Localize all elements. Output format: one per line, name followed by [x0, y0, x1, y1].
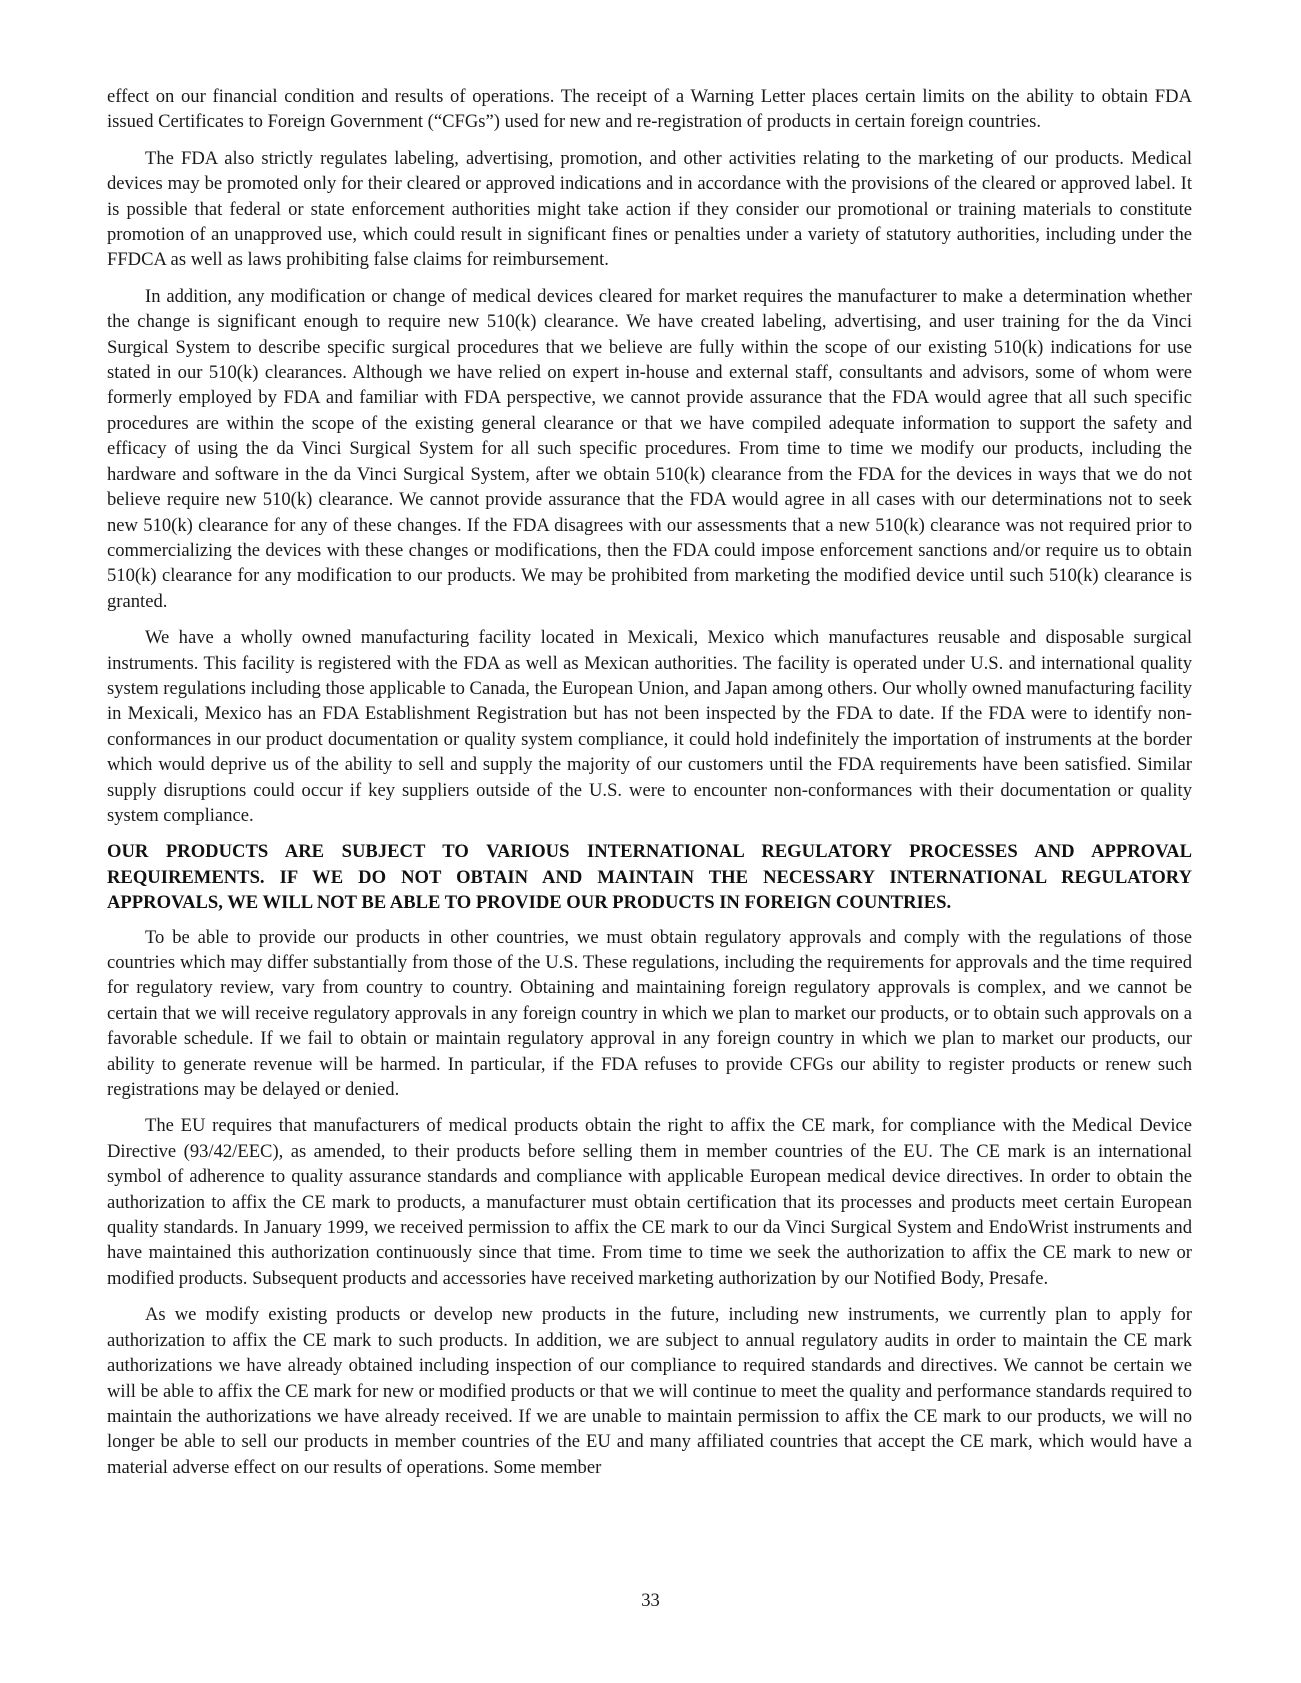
- paragraph-warning-letter: effect on our financial condition and results of operations. The receipt of a Warning Letter places certain limits on the ability to obtain FDA issued Certificates to Foreign Government (“CFGs”) used for new and re-registration of products in certain foreign countries.: [107, 86, 1192, 133]
- paragraph-510k-clearance: In addition, any modification or change of medical devices cleared for market requires the manufacturer to make a determination whether the change is significant enough to require new 510(k) clearance. We have created labeling, advertising, and user training for the da Vinci Surgical System to describe specific surgical procedures that we believe are fully within the scope of our existing 510(k) indications for use stated in our 510(k) clearances. Although we have relied on expert in-house and external staff, consultants and advisors, some of whom were formerly employed by FDA and familiar with FDA perspective, we cannot provide assurance that the FDA would agree that all such specific procedures are within the scope of the existing general clearance or that we have compiled adequate information to support the safety and efficacy of using the da Vinci Surgical System for all such specific procedures. From time to time we modify our products, including the hardware and software in the da Vinci Surgical System, after we obtain 510(k) clearance from the FDA for the devices in ways that we do not believe require new 510(k) clearance. We cannot provide assurance that the FDA would agree in all cases with our determinations not to seek new 510(k) clearance for any of these changes. If the FDA disagrees with our assessments that a new 510(k) clearance was not required prior to commercializing the devices with these changes or modifications, then the FDA could impose enforcement sanctions and/or require us to obtain 510(k) clearance for any modification to our products. We may be prohibited from marketing the modified device until such 510(k) clearance is granted.: [107, 285, 1192, 612]
- paragraph-foreign-approvals: To be able to provide our products in other countries, we must obtain regulatory approvals and comply with the regulations of those countries which may differ substantially from those of the U.S. These regulations, including the requirements for approvals and the time required for regulatory review, vary from country to country. Obtaining and maintaining foreign regulatory approvals is complex, and we cannot be certain that we will receive regulatory approvals in any foreign country in which we plan to market our products, or to obtain such approvals on a favorable schedule. If we fail to obtain or maintain regulatory approval in any foreign country in which we plan to market our products, our ability to generate revenue will be harmed. In particular, if the FDA refuses to provide CFGs our ability to register products or renew such registrations may be delayed or denied.: [107, 926, 1192, 1101]
- paragraph-ce-mark-authorization: As we modify existing products or develop new products in the future, including new instruments, we currently plan to apply for authorization to affix the CE mark to such products. In addition, we are subject to annual regulatory audits in order to maintain the CE mark authorizations we have already obtained including inspection of our compliance to required standards and directives. We cannot be certain we will be able to affix the CE mark for new or modified products or that we will continue to meet the quality and performance standards required to maintain the authorizations we have already received. If we are unable to maintain permission to affix the CE mark to our products, we will no longer be able to sell our products in member countries of the EU and many affiliated countries that accept the CE mark, which would have a material adverse effect on our results of operations. Some member: [107, 1304, 1192, 1478]
- paragraph-labeling-regulation: The FDA also strictly regulates labeling, advertising, promotion, and other activities relating to the marketing of our products. Medical devices may be promoted only for their cleared or approved indications and in accordance with the provisions of the cleared or approved label. It is possible that federal or state enforcement authorities might take action if they consider our promotional or training materials to constitute promotion of an unapproved use, which could result in significant fines or penalties under a variety of statutory authorities, including under the FFDCA as well as laws prohibiting false claims for reimbursement.: [107, 147, 1192, 271]
- paragraph-ce-mark: The EU requires that manufacturers of medical products obtain the right to affix the CE mark, for compliance with the Medical Device Directive (93/42/EEC), as amended, to their products before selling them in member countries of the EU. The CE mark is an international symbol of adherence to quality assurance standards and compliance with applicable European medical device directives. In order to obtain the authorization to affix the CE mark to products, a manufacturer must obtain certification that its processes and products meet certain European quality standards. In January 1999, we received permission to affix the CE mark to our da Vinci Surgical System and EndoWrist instruments and have maintained this authorization continuously since that time. From time to time we seek the authorization to affix the CE mark to new or modified products. Subsequent products and accessories have received marketing authorization by our Notified Body, Presafe.: [107, 1115, 1192, 1289]
- document-page: [107, 84, 1192, 1491]
- paragraph-mexicali-facility: We have a wholly owned manufacturing facility located in Mexicali, Mexico which manufactures reusable and disposable surgical instruments. This facility is registered with the FDA as well as Mexican authorities. The facility is operated under U.S. and international quality system regulations including those applicable to Canada, the European Union, and Japan among others. Our wholly owned manufacturing facility in Mexicali, Mexico has an FDA Establishment Registration but has not been inspected by the FDA to date. If the FDA were to identify non-conformances in our product documentation or quality system compliance, it could hold indefinitely the importation of instruments at the border which would deprive us of the ability to sell and supply the majority of our customers until the FDA requirements have been satisfied. Similar supply disruptions could occur if key suppliers outside of the U.S. were to encounter non-conformances with their documentation or quality system compliance.: [107, 627, 1192, 826]
- section-heading: OUR PRODUCTS ARE SUBJECT TO VARIOUS INTERNATIONAL REGULATORY PROCESSES AND APPROVAL REQUIREMENTS. IF WE DO NOT OBTAIN AND MAINTAIN THE NECESSARY INTERNATIONAL REGULATORY APPROVALS, WE WILL NOT BE ABLE TO PROVIDE OUR PRODUCTS IN FOREIGN COUNTRIES.: [107, 841, 1192, 914]
- page-number: 33: [641, 1590, 660, 1611]
